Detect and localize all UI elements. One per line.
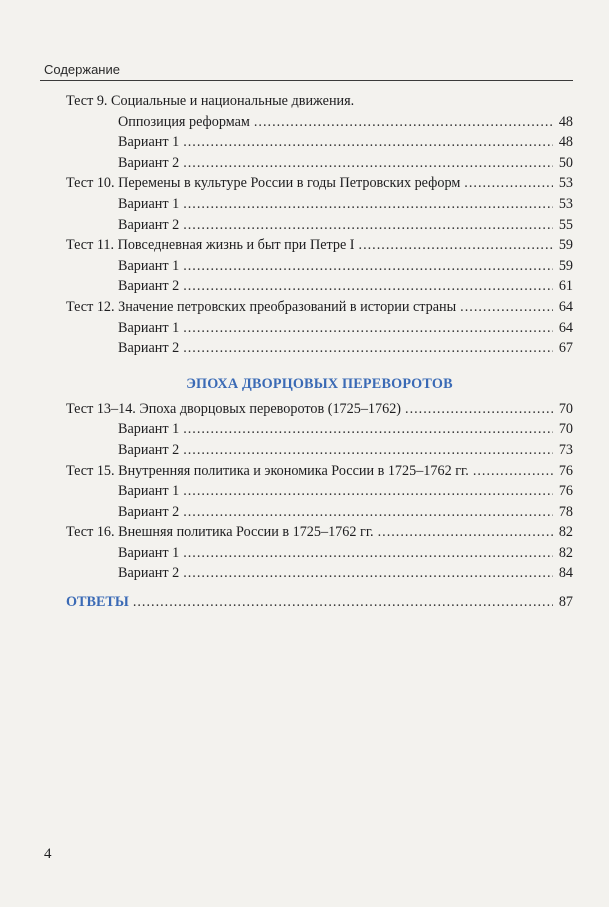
- page-number: 4: [44, 846, 52, 862]
- toc-entry-page: 82: [558, 544, 573, 561]
- toc-entry-test-13-14-variant-2[interactable]: [66, 440, 573, 461]
- toc-entry-page: 48: [558, 134, 573, 151]
- toc-entry-test-9-variant-2[interactable]: [66, 153, 573, 174]
- running-header: Содержание: [44, 62, 120, 77]
- toc-entry-title: Вариант 2: [118, 216, 180, 233]
- leader-dots: [183, 502, 553, 523]
- toc-entry-page: 76: [558, 462, 573, 479]
- toc-entry-page: 53: [558, 175, 573, 192]
- toc-entry-title: Тест 12. Значение петровских преобразований в истории страны: [66, 298, 457, 315]
- toc-entry-title: Вариант 2: [118, 154, 180, 171]
- toc-entry-test-12-variant-1[interactable]: [66, 318, 573, 339]
- toc-entry-test-9-line1[interactable]: [66, 91, 573, 112]
- toc-entry-test-11-variant-1[interactable]: [66, 256, 573, 277]
- toc-entry-test-10-variant-1[interactable]: [66, 194, 573, 215]
- toc-entry-test-11[interactable]: [66, 235, 573, 256]
- toc-entry-title: Вариант 1: [118, 257, 180, 274]
- toc-entry-title: Вариант 2: [118, 503, 180, 520]
- leader-dots: [254, 112, 553, 133]
- leader-dots: [183, 563, 553, 584]
- leader-dots: [359, 235, 553, 256]
- toc-entry-test-16-variant-2[interactable]: [66, 563, 573, 584]
- leader-dots: [183, 318, 553, 339]
- toc-entry-page: 84: [558, 565, 573, 582]
- toc-entry-page: 67: [558, 340, 573, 357]
- toc-entry-page: 70: [558, 421, 573, 438]
- toc-entry-title: Вариант 1: [118, 544, 180, 561]
- leader-dots: [183, 481, 553, 502]
- toc-entry-title: Вариант 1: [118, 195, 180, 212]
- toc-entry-page: 61: [558, 278, 573, 295]
- leader-dots: [183, 132, 553, 153]
- toc-entry-test-9-line2[interactable]: [66, 112, 573, 133]
- leader-dots: [183, 153, 553, 174]
- toc-entry-page: 55: [558, 216, 573, 233]
- toc-entry-test-13-14-variant-1[interactable]: [66, 419, 573, 440]
- leader-dots: [183, 543, 553, 564]
- toc-entry-page: 48: [558, 113, 573, 130]
- toc-entry-title: Вариант 1: [118, 134, 180, 151]
- leader-dots: [183, 419, 553, 440]
- leader-dots: [460, 297, 553, 318]
- header-divider: [40, 80, 573, 81]
- toc-entry-title: ОТВЕТЫ: [66, 594, 129, 611]
- toc-entry-test-15[interactable]: [66, 461, 573, 482]
- toc-entry-title: Вариант 2: [118, 278, 180, 295]
- leader-dots: [378, 522, 553, 543]
- toc-entry-test-13-14[interactable]: [66, 399, 573, 420]
- toc-entry-title: Вариант 2: [118, 565, 180, 582]
- toc-entry-page: 76: [558, 483, 573, 500]
- toc-entry-page: 73: [558, 441, 573, 458]
- toc-entry-title: Тест 16. Внешняя политика России в 1725–1762 гг.: [66, 524, 374, 541]
- leader-dots: [183, 440, 553, 461]
- toc-entry-page: 59: [558, 237, 573, 254]
- toc-entry-title: Тест 9. Социальные и национальные движения.: [66, 93, 355, 109]
- toc-entry-test-10[interactable]: [66, 173, 573, 194]
- toc-entry-test-10-variant-2[interactable]: [66, 215, 573, 236]
- toc-entry-title: Вариант 1: [118, 483, 180, 500]
- toc-entry-test-12[interactable]: [66, 297, 573, 318]
- toc-entry-title: Вариант 2: [118, 340, 180, 357]
- toc-entry-title: Оппозиция реформам: [118, 113, 250, 130]
- toc-entry-page: 53: [558, 195, 573, 212]
- toc-entry-page: 78: [558, 503, 573, 520]
- toc-entry-test-15-variant-1[interactable]: [66, 481, 573, 502]
- leader-dots: [183, 276, 553, 297]
- toc-entry-test-11-variant-2[interactable]: [66, 276, 573, 297]
- toc-entry-title: Вариант 2: [118, 441, 180, 458]
- toc-entry-title: Тест 13–14. Эпоха дворцовых переворотов (1725–1762): [66, 400, 402, 417]
- toc-entry-title: Вариант 1: [118, 421, 180, 438]
- section-heading: ЭПОХА ДВОРЦОВЫХ ПЕРЕВОРОТОВ: [186, 375, 453, 392]
- toc-entry-page: 64: [558, 298, 573, 315]
- toc-entry-test-9-variant-1[interactable]: [66, 132, 573, 153]
- leader-dots: [183, 256, 553, 277]
- toc-entry-page: 50: [558, 154, 573, 171]
- toc-entry-test-16[interactable]: [66, 522, 573, 543]
- leader-dots: [133, 592, 553, 613]
- toc-entry-page: 87: [558, 594, 573, 611]
- leader-dots: [183, 194, 553, 215]
- toc-entry-test-15-variant-2[interactable]: [66, 502, 573, 523]
- leader-dots: [183, 338, 553, 359]
- toc-entry-page: 64: [558, 319, 573, 336]
- toc-entry-page: 70: [558, 400, 573, 417]
- toc-entry-title: Тест 11. Повседневная жизнь и быт при Петре I: [66, 237, 355, 254]
- toc-entry-test-12-variant-2[interactable]: [66, 338, 573, 359]
- leader-dots: [183, 215, 553, 236]
- leader-dots: [464, 173, 553, 194]
- toc-entry-test-16-variant-1[interactable]: [66, 543, 573, 564]
- leader-dots: [405, 399, 553, 420]
- toc-entry-title: Вариант 1: [118, 319, 180, 336]
- toc-entry-answers[interactable]: [66, 592, 573, 613]
- toc-entry-page: 59: [558, 257, 573, 274]
- toc-entry-title: Тест 10. Перемены в культуре России в годы Петровских реформ: [66, 175, 461, 192]
- leader-dots: [473, 461, 553, 482]
- table-of-contents: [66, 91, 573, 613]
- toc-entry-title: Тест 15. Внутренняя политика и экономика России в 1725–1762 гг.: [66, 462, 469, 479]
- toc-entry-page: 82: [558, 524, 573, 541]
